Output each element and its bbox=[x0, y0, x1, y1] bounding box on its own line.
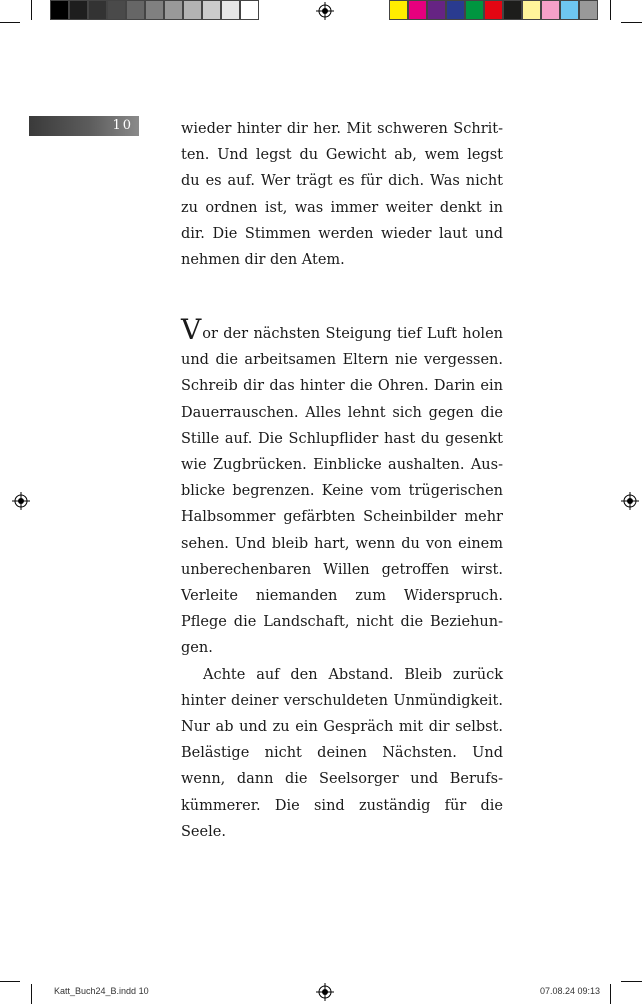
process-color-bar bbox=[389, 0, 598, 20]
body-text-top bbox=[181, 116, 503, 273]
color-swatch bbox=[427, 0, 446, 20]
color-swatch bbox=[446, 0, 465, 20]
crop-mark bbox=[610, 984, 611, 1004]
crop-mark bbox=[610, 0, 611, 20]
color-swatch bbox=[465, 0, 484, 20]
color-swatch bbox=[389, 0, 408, 20]
initial-letter: V bbox=[181, 313, 202, 346]
slug-timestamp: 07.08.24 09:13 bbox=[540, 986, 601, 996]
color-swatch bbox=[88, 0, 107, 20]
crop-mark bbox=[31, 984, 32, 1004]
registration-mark-icon bbox=[621, 492, 639, 510]
crop-mark bbox=[621, 981, 642, 982]
color-swatch bbox=[522, 0, 541, 20]
grayscale-color-bar bbox=[50, 0, 259, 20]
crop-mark bbox=[621, 22, 642, 23]
color-swatch bbox=[145, 0, 164, 20]
color-swatch bbox=[164, 0, 183, 20]
color-swatch bbox=[69, 0, 88, 20]
color-swatch bbox=[560, 0, 579, 20]
color-swatch bbox=[503, 0, 522, 20]
color-swatch bbox=[202, 0, 221, 20]
color-swatch bbox=[408, 0, 427, 20]
color-swatch bbox=[541, 0, 560, 20]
paragraph: Achte auf den Abstand. Bleib zurück hinter deiner verschuldeten Unmündigkeit. Nur ab und zu ein Gespräch mit dir selbst. Belästige nicht deinen Nächsten. Und wenn, dann die Seelsorger und Berufskümmerer. Die sind zuständig für die Seele. bbox=[181, 666, 503, 840]
color-swatch bbox=[107, 0, 126, 20]
color-swatch bbox=[50, 0, 69, 20]
slug-filename: Katt_Buch24_B.indd 10 bbox=[54, 986, 149, 996]
paragraph: wieder hinter dir her. Mit schweren Schritten. Und legst du Gewicht ab, wem legst du es auf. Wer trägt es für dich. Was nicht zu ordnen ist, was immer weiter denkt in dir. Die Stimmen werden wieder laut und nehmen dir den Atem. bbox=[181, 121, 503, 269]
color-swatch bbox=[484, 0, 503, 20]
page-number: 10 bbox=[29, 116, 139, 136]
color-swatch bbox=[221, 0, 240, 20]
registration-mark-icon bbox=[12, 492, 30, 510]
body-text-section bbox=[181, 313, 503, 845]
registration-mark-icon bbox=[316, 2, 334, 20]
color-swatch bbox=[126, 0, 145, 20]
crop-mark bbox=[0, 22, 20, 23]
crop-mark bbox=[0, 981, 20, 982]
paragraph-with-initial bbox=[181, 313, 503, 662]
registration-mark-icon bbox=[316, 983, 334, 1001]
color-swatch bbox=[183, 0, 202, 20]
color-swatch bbox=[579, 0, 598, 20]
color-swatch bbox=[240, 0, 259, 20]
crop-mark bbox=[31, 0, 32, 20]
paragraph-text: or der nächsten Steigung tief Luft holen und die arbeitsamen Eltern nie vergessen. Schreib dir das hinter die Ohren. Darin ein Dauerrauschen. Alles lehnt sich gegen die Stille auf. Die Schlupflider hast du gesenkt wie Zugbrücken. Einblicke aushalten. Ausblicke begrenzen. Keine vom trügerischen Halbsommer gefärbten Scheinbilder mehr sehen. Und bleib hart, wenn du von einem unberechenbaren Willen getroffen wirst. Verleite niemanden zum Widerspruch. Pflege die Landschaft, nicht die Beziehungen. bbox=[181, 326, 503, 657]
